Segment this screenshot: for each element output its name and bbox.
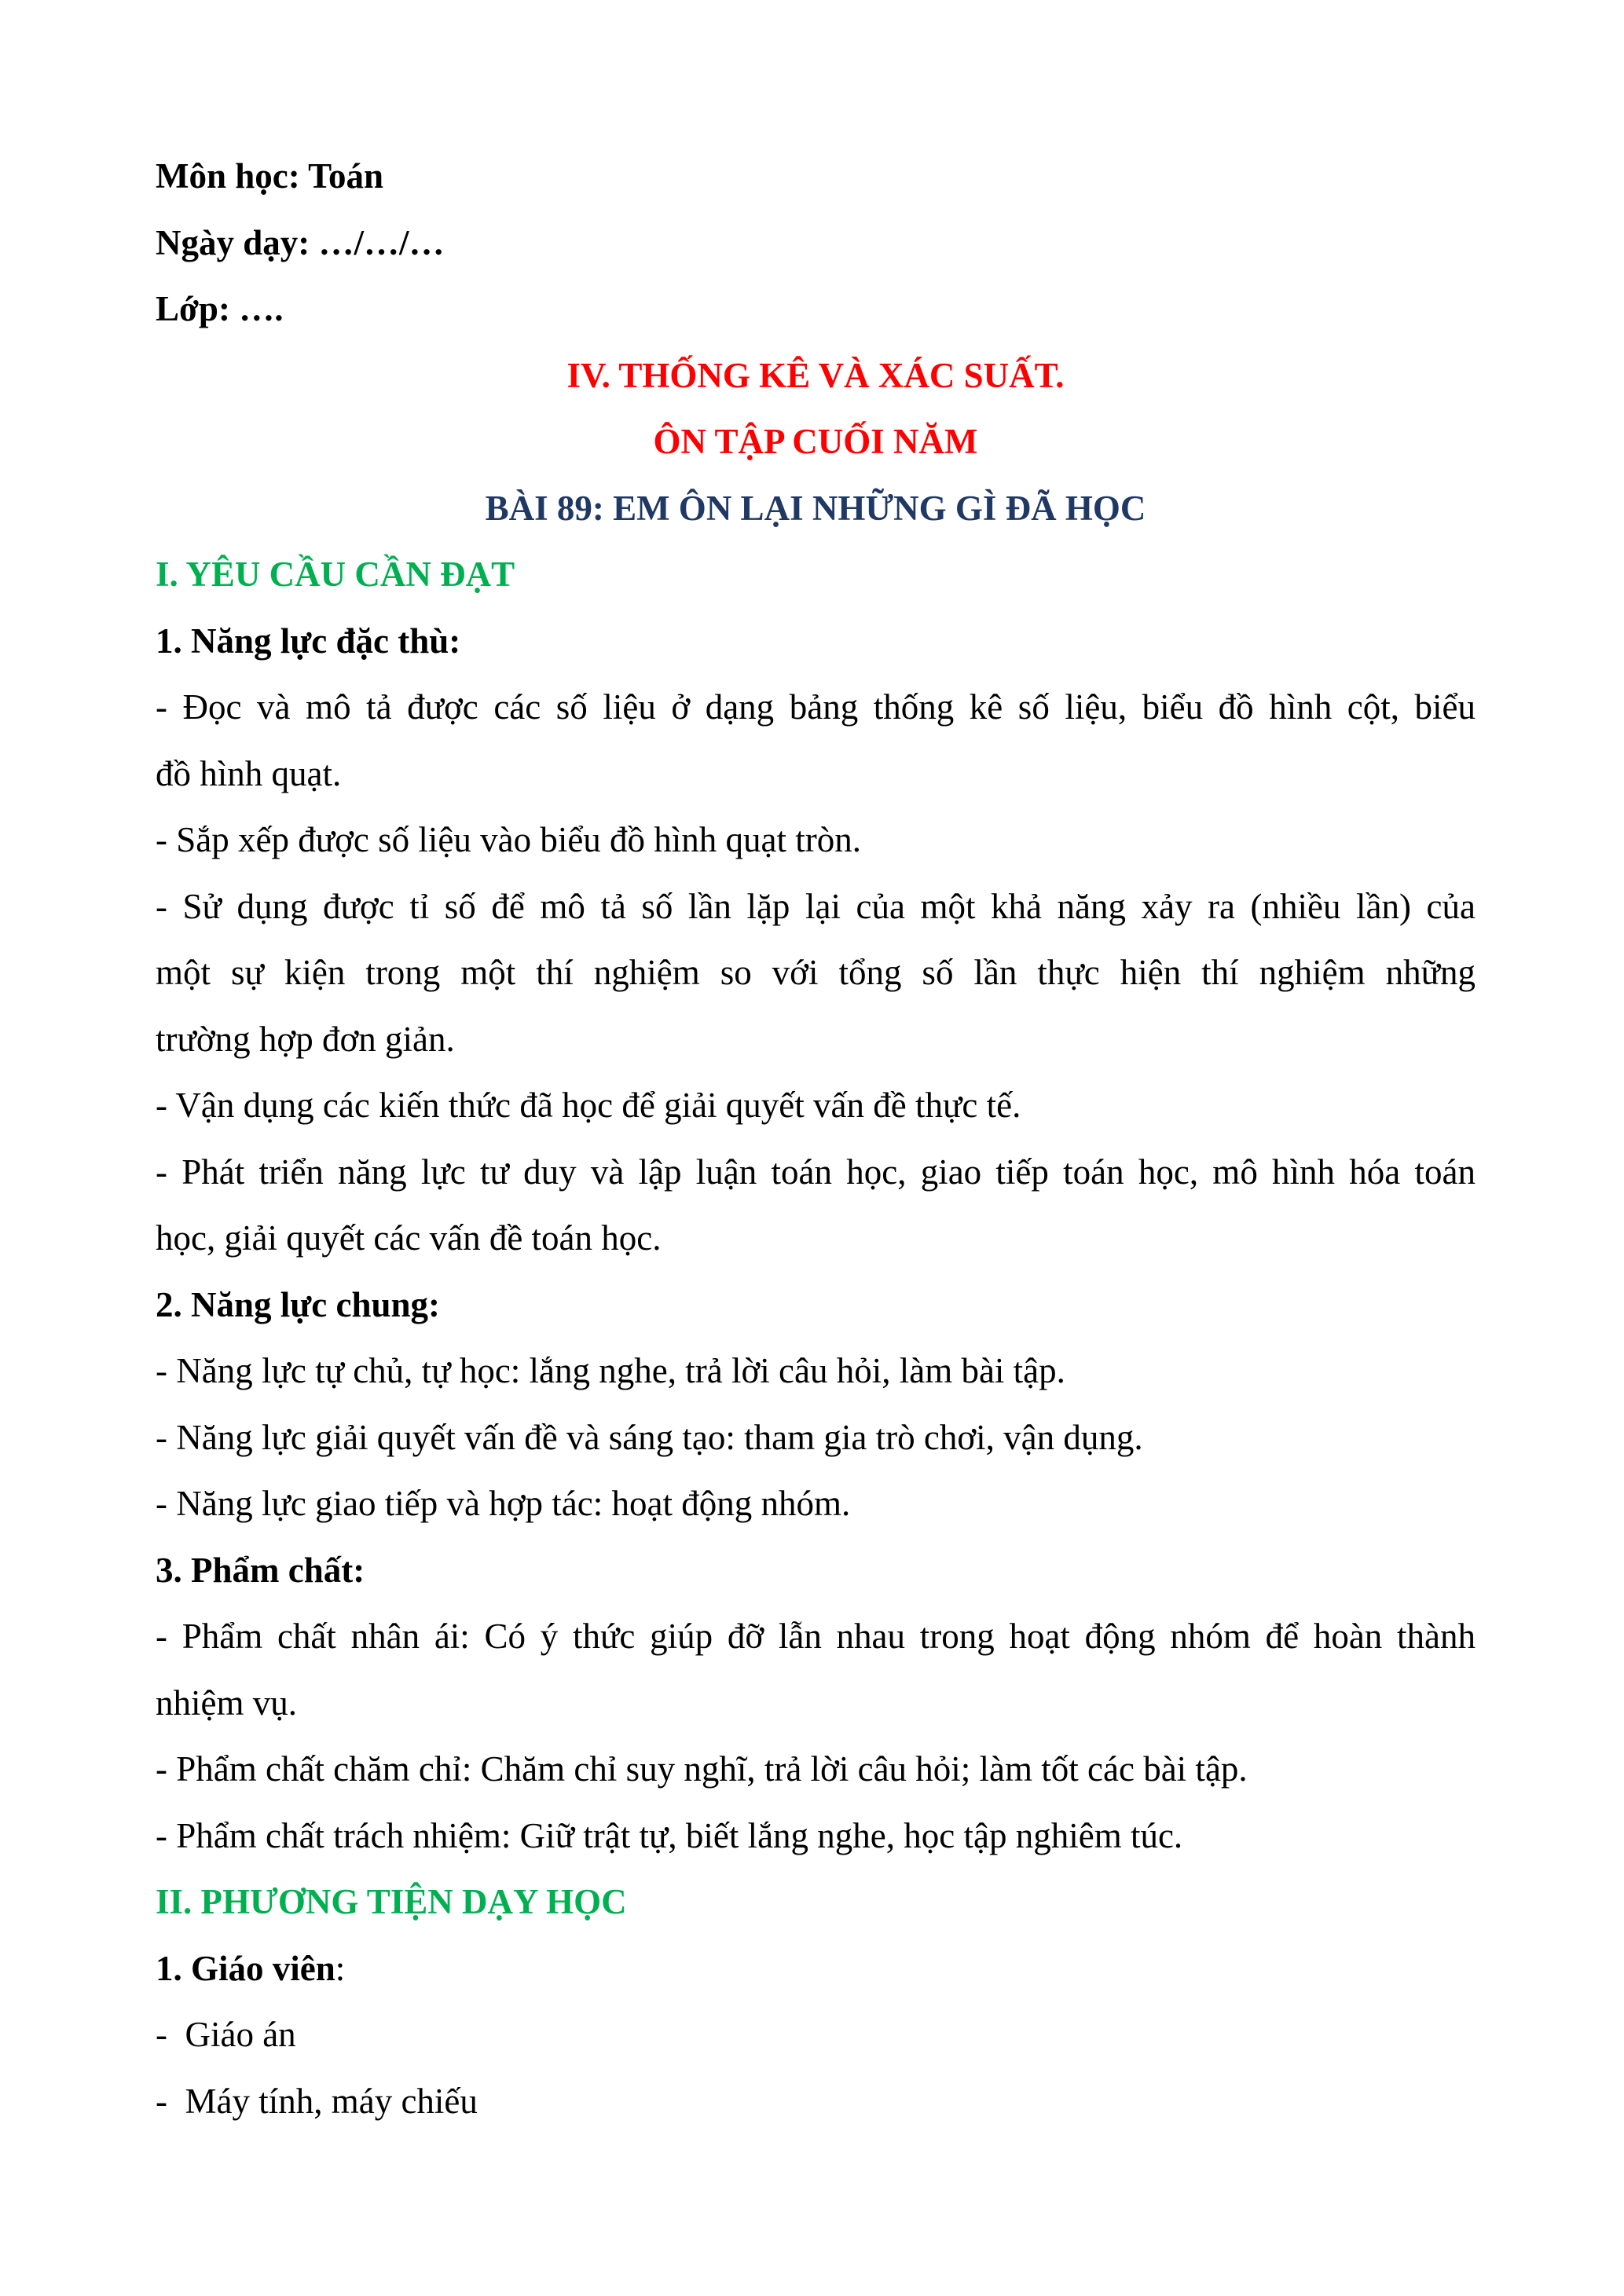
review-title: ÔN TẬP CUỐI NĂM: [653, 422, 978, 461]
specific-item-2: - Sắp xếp được số liệu vào biểu đồ hình quạt tròn.: [156, 820, 862, 859]
specific-item-5-line-2: học, giải quyết các vấn đề toán học.: [156, 1218, 662, 1258]
date-line: Ngày dạy: …/…/…: [156, 222, 445, 262]
quality-item-1-line-2: nhiệm vụ.: [156, 1683, 297, 1723]
teacher-heading: [156, 1935, 1476, 2002]
teacher-heading-label: 1. Giáo viên: [156, 1948, 335, 1988]
teacher-item-1: - Giáo án: [156, 2015, 296, 2054]
quality-item-3: - Phẩm chất trách nhiệm: Giữ trật tự, biết lắng nghe, học tập nghiêm túc.: [156, 1815, 1183, 1855]
general-item-1: - Năng lực tự chủ, tự học: lắng nghe, trả lời câu hỏi, làm bài tập.: [156, 1351, 1065, 1390]
specific-item-1-line-1: - Đọc và mô tả được các số liệu ở dạng bảng thống kê số liệu, biểu đồ hình cột, biểu: [156, 687, 1476, 727]
document-page: [156, 143, 1476, 2134]
specific-item-3-line-1: - Sử dụng được tỉ số để mô tả số lần lặp lại của một khả năng xảy ra (nhiều lần) của: [156, 886, 1476, 926]
lesson-title: BÀI 89: EM ÔN LẠI NHỮNG GÌ ĐÃ HỌC: [485, 488, 1146, 528]
specific-item-4: - Vận dụng các kiến thức đã học để giải quyết vấn đề thực tế.: [156, 1086, 1021, 1125]
specific-item-1-line-2: đồ hình quạt.: [156, 753, 342, 793]
teacher-item-2: - Máy tính, máy chiếu: [156, 2081, 478, 2121]
specific-item-3-line-2: một sự kiện trong một thí nghiệm so với tổng số lần thực hiện thí nghiệm những: [156, 953, 1476, 992]
general-competency-heading: 2. Năng lực chung:: [156, 1284, 441, 1324]
quality-item-2: - Phẩm chất chăm chỉ: Chăm chỉ suy nghĩ, trả lời câu hỏi; làm tốt các bài tập.: [156, 1749, 1248, 1789]
specific-item-5-line-1: - Phát triển năng lực tư duy và lập luận toán học, giao tiếp toán học, mô hình hóa toán: [156, 1152, 1476, 1192]
class-line: Lớp: ….: [156, 289, 284, 328]
quality-item-1-line-1: - Phẩm chất nhân ái: Có ý thức giúp đỡ lẫn nhau trong hoạt động nhóm để hoàn thành: [156, 1617, 1476, 1656]
specific-item-3-line-3: trường hợp đơn giản.: [156, 1019, 455, 1059]
subject-line: Môn học: Toán: [156, 156, 384, 196]
chapter-title: IV. THỐNG KÊ VÀ XÁC SUẤT.: [566, 355, 1065, 395]
general-item-2: - Năng lực giải quyết vấn đề và sáng tạo: tham gia trò chơi, vận dụng.: [156, 1417, 1143, 1457]
teacher-heading-colon: :: [335, 1948, 346, 1988]
section-1-heading: I. YÊU CẦU CẦN ĐẠT: [156, 555, 515, 594]
qualities-heading: 3. Phẩm chất:: [156, 1550, 365, 1590]
section-2-heading: II. PHƯƠNG TIỆN DẠY HỌC: [156, 1882, 627, 1921]
general-item-3: - Năng lực giao tiếp và hợp tác: hoạt động nhóm.: [156, 1484, 851, 1523]
specific-competency-heading: 1. Năng lực đặc thù:: [156, 621, 461, 661]
